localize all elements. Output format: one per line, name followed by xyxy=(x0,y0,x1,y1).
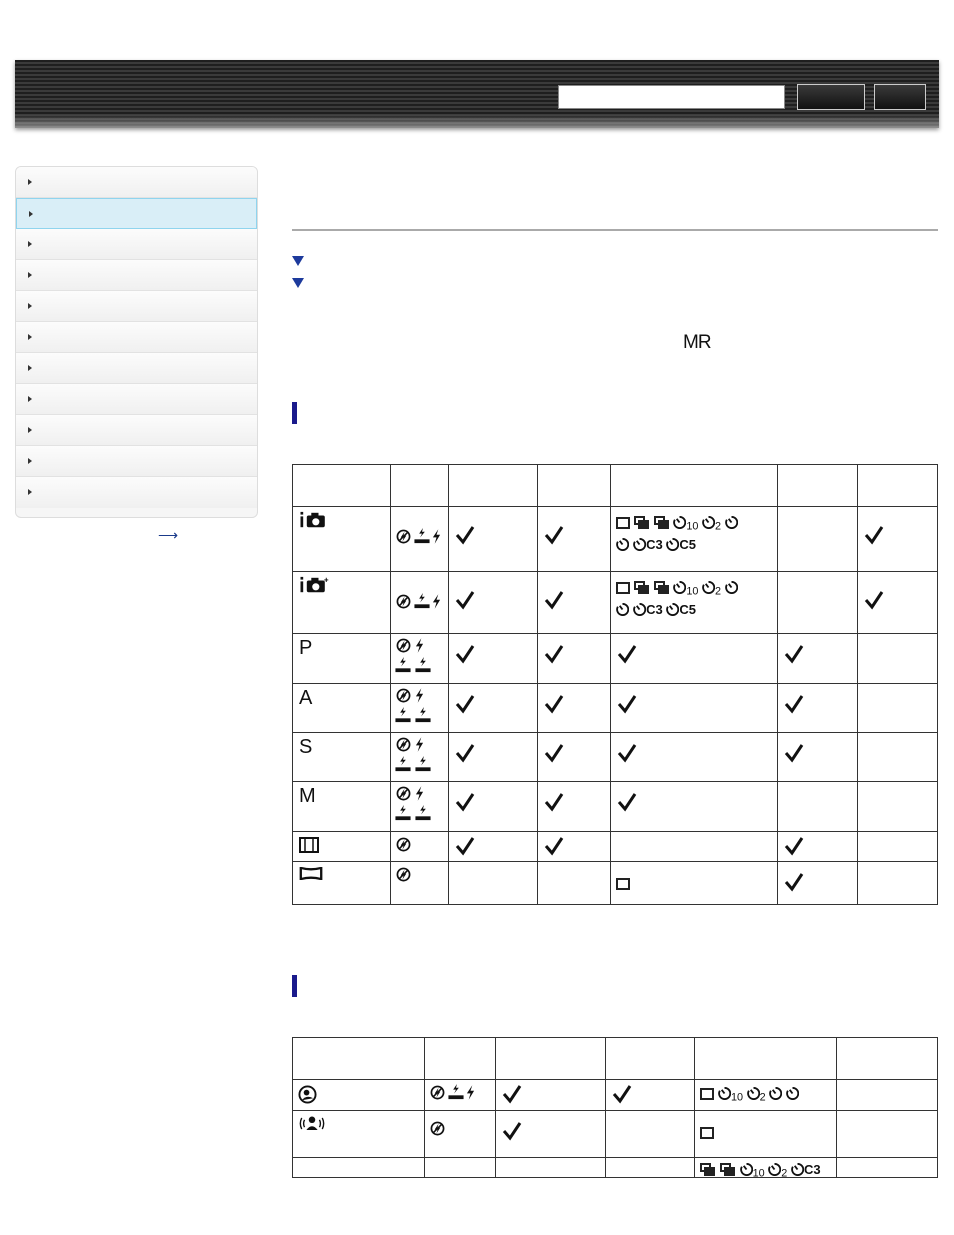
self-timer-icon xyxy=(740,1163,753,1176)
flash-fill-icon xyxy=(415,638,424,653)
table-cell xyxy=(293,832,391,862)
table-cell xyxy=(448,862,537,905)
table-cell xyxy=(605,1080,695,1111)
table-cell xyxy=(695,1111,837,1158)
scene-function-table xyxy=(292,1037,938,1178)
header-cell xyxy=(537,465,611,507)
flash-fill-icon xyxy=(466,1085,475,1100)
table-cell xyxy=(293,1080,425,1111)
flash-fill-icon xyxy=(415,688,424,703)
flash-rear-icon xyxy=(415,805,431,822)
checkmark-icon xyxy=(544,836,564,856)
arrow-right-icon xyxy=(28,365,32,371)
self-timer-icon xyxy=(791,1163,804,1176)
flash-fill-icon xyxy=(415,737,424,752)
self-timer-icon xyxy=(633,603,646,616)
table-cell xyxy=(424,1080,495,1111)
table-cell xyxy=(537,862,611,905)
sidebar-nav xyxy=(15,166,258,518)
checkmark-icon xyxy=(617,644,637,664)
table-cell xyxy=(424,1158,495,1178)
table-row xyxy=(293,684,938,733)
table-cell xyxy=(293,572,391,634)
self-timer-icon xyxy=(673,516,686,529)
panorama-icon xyxy=(299,867,323,880)
header-cell xyxy=(611,465,778,507)
table-cell xyxy=(293,862,391,905)
table-cell xyxy=(390,832,448,862)
flash-rear-icon xyxy=(415,707,431,724)
header-cell xyxy=(293,1038,425,1080)
mode-label: P xyxy=(299,637,313,659)
drive-mode-icons xyxy=(700,1123,714,1141)
table-cell xyxy=(778,634,858,684)
checkmark-icon xyxy=(617,694,637,714)
drive-mode-icons: $_{10}$ $_2$ C3 xyxy=(700,1160,820,1183)
table-cell xyxy=(605,1111,695,1158)
table-cell xyxy=(778,684,858,733)
table-cell xyxy=(495,1158,605,1178)
continuous-icon xyxy=(654,516,670,530)
table-row xyxy=(293,1080,938,1111)
checkmark-icon xyxy=(617,792,637,812)
table-cell xyxy=(293,507,391,572)
sidebar-item-9[interactable] xyxy=(16,415,257,446)
checkmark-icon xyxy=(544,694,564,714)
flash-off-icon xyxy=(396,737,411,752)
table-cell xyxy=(293,1111,425,1158)
single-shot-icon xyxy=(616,878,630,890)
table-cell xyxy=(611,572,778,634)
checkmark-icon xyxy=(544,590,564,610)
table-cell xyxy=(424,1111,495,1158)
table-cell xyxy=(537,782,611,832)
checkmark-icon xyxy=(784,836,804,856)
flash-rear-icon xyxy=(415,657,431,674)
self-timer-icon xyxy=(616,538,629,551)
flash-off-icon xyxy=(396,786,411,801)
header-cell xyxy=(858,465,938,507)
flash-off-icon xyxy=(396,837,411,852)
flash-off-icon xyxy=(430,1121,445,1136)
table-cell xyxy=(390,733,448,782)
arrow-right-icon xyxy=(28,489,32,495)
table-cell xyxy=(858,782,938,832)
table-cell xyxy=(293,684,391,733)
checkmark-icon xyxy=(617,743,637,763)
flash-rear-icon xyxy=(415,756,431,773)
flash-slow-icon xyxy=(395,657,411,674)
header-button[interactable] xyxy=(874,84,926,110)
header-cell xyxy=(448,465,537,507)
self-timer-icon xyxy=(718,1087,731,1100)
table-cell xyxy=(448,832,537,862)
checkmark-icon xyxy=(502,1121,522,1141)
flash-off-icon xyxy=(396,594,411,609)
self-timer-icon xyxy=(702,516,715,529)
table-cell xyxy=(778,862,858,905)
sidebar-item-8[interactable] xyxy=(16,384,257,415)
checkmark-icon xyxy=(784,694,804,714)
table-cell xyxy=(778,572,858,634)
table-cell xyxy=(537,733,611,782)
table-cell xyxy=(448,684,537,733)
table-cell xyxy=(837,1158,938,1178)
flash-auto-icon xyxy=(414,593,430,610)
flash-auto-icon xyxy=(414,528,430,545)
table-cell xyxy=(837,1080,938,1111)
jump-link-icon[interactable] xyxy=(292,278,304,288)
checkmark-icon xyxy=(544,743,564,763)
portrait-scene-icon xyxy=(298,1085,317,1104)
title-divider xyxy=(292,229,938,231)
checkmark-icon xyxy=(455,644,475,664)
mr-label: MR xyxy=(683,332,711,353)
table-cell xyxy=(611,507,778,572)
checkmark-icon xyxy=(455,743,475,763)
table-cell xyxy=(858,507,938,572)
table-cell xyxy=(858,862,938,905)
jump-link-icon[interactable] xyxy=(292,256,304,266)
table-cell xyxy=(293,1158,425,1178)
table-cell xyxy=(858,832,938,862)
table-cell xyxy=(390,684,448,733)
table-cell xyxy=(448,782,537,832)
table-cell xyxy=(611,832,778,862)
table-cell xyxy=(695,1080,837,1111)
flash-off-icon xyxy=(396,638,411,653)
drive-mode-icons: C3 C5 xyxy=(616,535,696,554)
header-cell xyxy=(293,465,391,507)
self-timer-icon xyxy=(769,1087,782,1100)
sidebar-item-3[interactable] xyxy=(16,229,257,260)
section-marker xyxy=(292,402,297,424)
table-cell xyxy=(611,782,778,832)
drive-mode-icons: C3 C5 xyxy=(616,600,696,619)
drive-mode-icons xyxy=(616,874,630,892)
checkmark-icon xyxy=(784,872,804,892)
continuous-icon xyxy=(634,581,650,595)
table-cell xyxy=(778,733,858,782)
continuous-icon xyxy=(720,1163,736,1177)
continuous-icon xyxy=(700,1163,716,1177)
table-cell xyxy=(858,684,938,733)
table-cell xyxy=(448,507,537,572)
self-timer-icon xyxy=(633,538,646,551)
checkmark-icon xyxy=(455,694,475,714)
sidebar-item-5[interactable] xyxy=(16,291,257,322)
sidebar-item-7[interactable] xyxy=(16,353,257,384)
arrow-right-icon xyxy=(28,272,32,278)
search-input[interactable] xyxy=(558,85,785,109)
self-timer-icon xyxy=(666,603,679,616)
sidebar-item-4[interactable] xyxy=(16,260,257,291)
self-timer-icon xyxy=(673,581,686,594)
table-cell xyxy=(837,1111,938,1158)
header-cell xyxy=(695,1038,837,1080)
mode-function-table xyxy=(292,464,938,905)
checkmark-icon xyxy=(455,525,475,545)
flash-slow-icon xyxy=(395,756,411,773)
table-cell xyxy=(611,634,778,684)
arrow-right-icon xyxy=(28,427,32,433)
table-cell xyxy=(495,1111,605,1158)
checkmark-icon xyxy=(544,644,564,664)
table-cell xyxy=(390,507,448,572)
checkmark-icon xyxy=(864,525,884,545)
arrow-right-icon xyxy=(28,241,32,247)
table-cell xyxy=(390,782,448,832)
flash-off-icon xyxy=(396,529,411,544)
drive-mode-icons: $_{10}$ $_2$ xyxy=(616,513,737,536)
self-timer-icon xyxy=(747,1087,760,1100)
checkmark-icon xyxy=(784,743,804,763)
table-cell xyxy=(537,684,611,733)
table-cell xyxy=(611,862,778,905)
flash-off-icon xyxy=(430,1085,445,1100)
movie-icon xyxy=(299,837,319,853)
single-shot-icon xyxy=(616,582,630,594)
search-button[interactable] xyxy=(797,84,865,110)
arrow-right-icon xyxy=(28,334,32,340)
table-cell xyxy=(495,1080,605,1111)
sidebar-item-11[interactable] xyxy=(16,477,257,508)
continuous-icon xyxy=(634,516,650,530)
header-cell xyxy=(424,1038,495,1080)
mode-label: A xyxy=(299,687,313,709)
checkmark-icon xyxy=(502,1084,522,1104)
table-cell xyxy=(858,733,938,782)
table-cell xyxy=(448,572,537,634)
table-cell xyxy=(611,684,778,733)
table-cell xyxy=(390,862,448,905)
table-row xyxy=(293,733,938,782)
arrow-right-icon xyxy=(28,303,32,309)
table-row xyxy=(293,572,938,634)
self-timer-icon xyxy=(725,581,738,594)
camera-icon xyxy=(299,511,329,529)
sidebar-item-2[interactable] xyxy=(16,198,257,229)
table-cell xyxy=(448,733,537,782)
arrow-right-icon xyxy=(28,179,32,185)
mode-label: M xyxy=(299,785,316,807)
flash-auto-icon xyxy=(448,1084,464,1101)
table-cell xyxy=(537,507,611,572)
table-cell xyxy=(537,572,611,634)
table-cell xyxy=(390,572,448,634)
arrow-right-icon xyxy=(28,396,32,402)
sidebar-item-1[interactable] xyxy=(16,167,257,198)
flash-off-icon xyxy=(396,867,411,882)
self-timer-icon xyxy=(768,1163,781,1176)
arrow-right-icon xyxy=(28,458,32,464)
checkmark-icon xyxy=(455,836,475,856)
table-row xyxy=(293,634,938,684)
header-cell xyxy=(605,1038,695,1080)
header-cell xyxy=(778,465,858,507)
checkmark-icon xyxy=(455,792,475,812)
table-row xyxy=(293,1158,938,1178)
flash-off-icon xyxy=(396,688,411,703)
table-cell xyxy=(858,634,938,684)
flash-fill-icon xyxy=(432,594,441,609)
table-cell xyxy=(537,832,611,862)
self-timer-icon xyxy=(725,516,738,529)
table-cell xyxy=(448,634,537,684)
mode-label: S xyxy=(299,736,313,758)
table-cell xyxy=(390,634,448,684)
table-row xyxy=(293,832,938,862)
top-header-bar xyxy=(15,60,939,128)
arrow-right-icon xyxy=(29,211,33,217)
drive-mode-icons: $_{10}$ $_2$ xyxy=(616,578,737,601)
checkmark-icon xyxy=(784,644,804,664)
self-timer-icon xyxy=(786,1087,799,1100)
arrow-right-link-icon[interactable]: ⟶ xyxy=(158,527,179,543)
flash-fill-icon xyxy=(432,529,441,544)
flash-fill-icon xyxy=(415,786,424,801)
table-row xyxy=(293,1111,938,1158)
checkmark-icon xyxy=(544,525,564,545)
checkmark-icon xyxy=(455,590,475,610)
table-cell xyxy=(293,634,391,684)
single-shot-icon xyxy=(700,1088,714,1100)
continuous-icon xyxy=(654,581,670,595)
header-cell xyxy=(837,1038,938,1080)
single-shot-icon xyxy=(616,517,630,529)
drive-mode-icons: $_{10}$ $_2$ xyxy=(700,1084,799,1107)
flash-slow-icon xyxy=(395,805,411,822)
table-cell xyxy=(778,782,858,832)
checkmark-icon xyxy=(612,1084,632,1104)
table-cell xyxy=(858,572,938,634)
header-cell xyxy=(390,465,448,507)
table-cell xyxy=(695,1158,837,1178)
self-timer-icon xyxy=(702,581,715,594)
table-cell xyxy=(605,1158,695,1178)
table-cell xyxy=(611,733,778,782)
header-cell xyxy=(495,1038,605,1080)
flash-slow-icon xyxy=(395,707,411,724)
table-row xyxy=(293,782,938,832)
table-cell xyxy=(537,634,611,684)
sidebar-item-6[interactable] xyxy=(16,322,257,353)
sidebar-item-10[interactable] xyxy=(16,446,257,477)
checkmark-icon xyxy=(544,792,564,812)
anti-motion-blur-icon xyxy=(298,1115,326,1132)
section-marker xyxy=(292,975,297,997)
table-cell xyxy=(778,832,858,862)
svg-text:+: + xyxy=(323,576,329,585)
table-cell xyxy=(293,733,391,782)
table-row xyxy=(293,862,938,905)
self-timer-icon xyxy=(616,603,629,616)
self-timer-icon xyxy=(666,538,679,551)
single-shot-icon xyxy=(700,1127,714,1139)
camera-icon xyxy=(299,576,329,594)
table-cell xyxy=(293,782,391,832)
table-row xyxy=(293,507,938,572)
checkmark-icon xyxy=(864,590,884,610)
table-cell xyxy=(778,507,858,572)
